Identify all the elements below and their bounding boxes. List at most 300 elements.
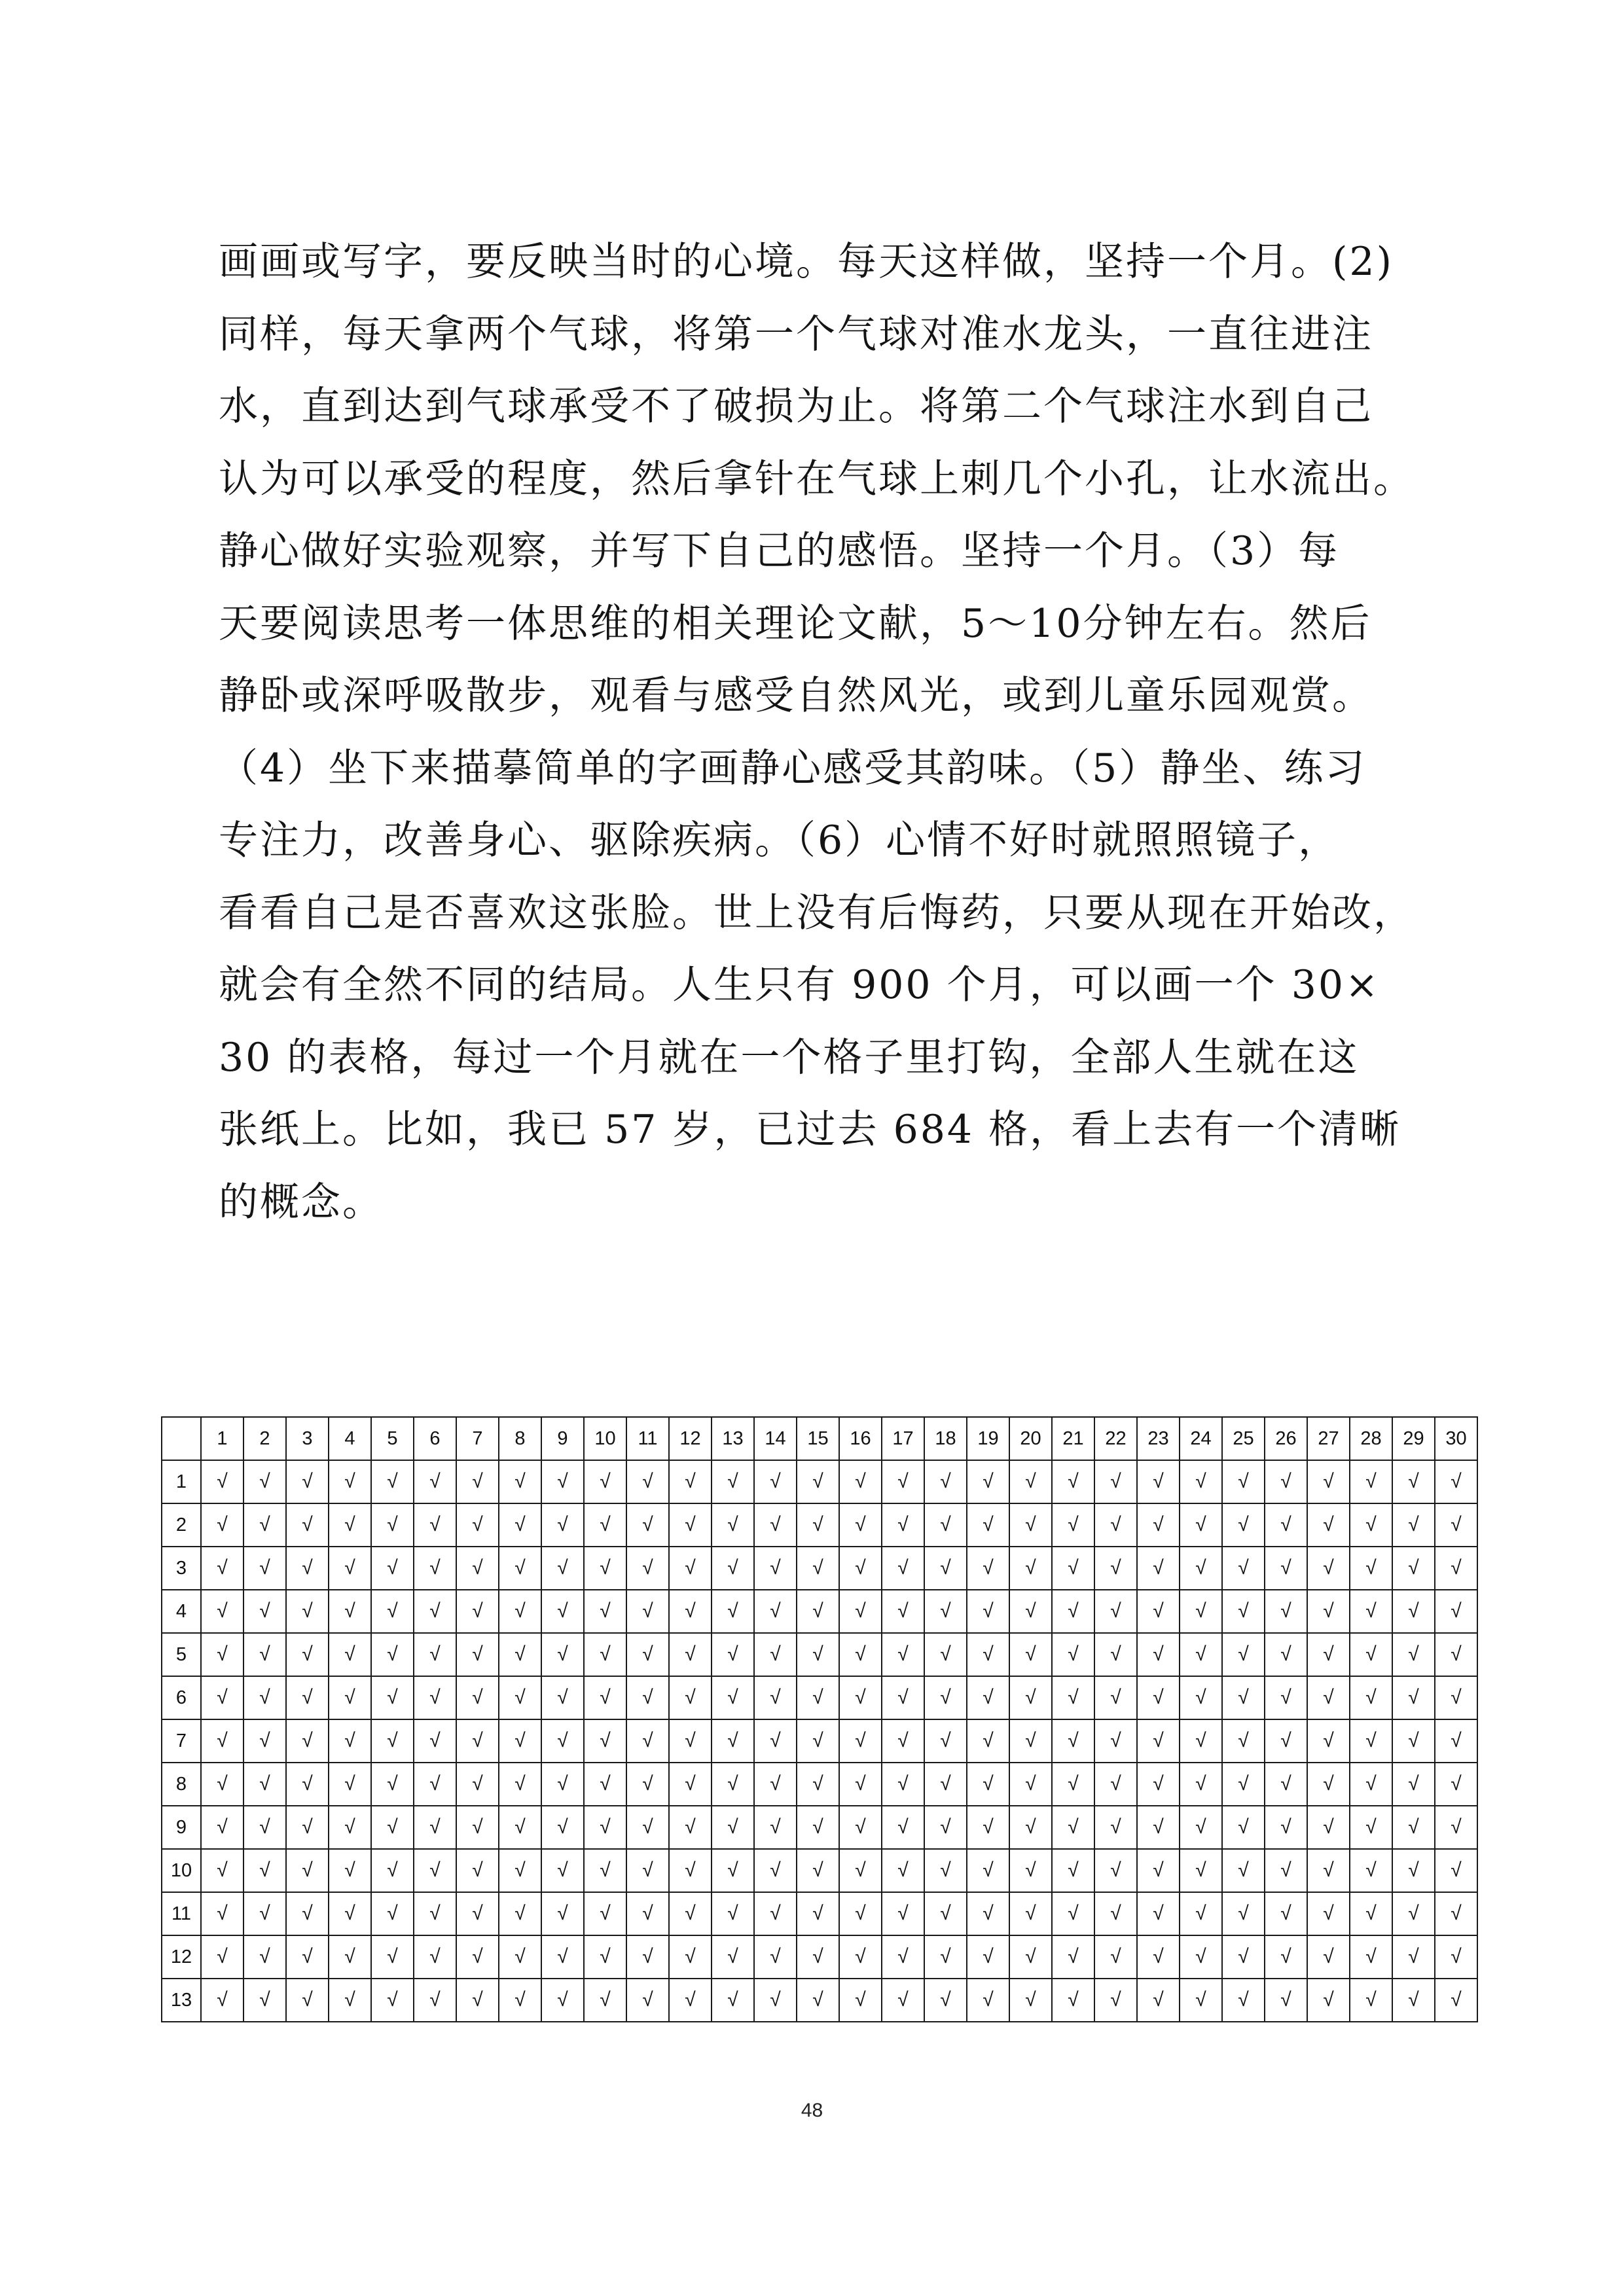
check-mark-cell: √ [414, 1460, 456, 1503]
check-mark-cell: √ [1222, 1590, 1265, 1633]
text-line: 画画或写字，要反映当时的心境。每天这样做，坚持一个月。(2) [219, 239, 1394, 285]
check-mark-cell: √ [1265, 1849, 1307, 1892]
check-mark-cell: √ [1094, 1547, 1137, 1590]
check-mark-cell: √ [967, 1849, 1009, 1892]
check-mark-cell: √ [371, 1503, 414, 1547]
check-mark-cell: √ [1392, 1547, 1435, 1590]
check-mark-cell: √ [797, 1892, 839, 1935]
check-mark-cell: √ [201, 1460, 244, 1503]
check-mark-cell: √ [1307, 1935, 1350, 1979]
check-mark-cell: √ [712, 1849, 754, 1892]
check-mark-cell: √ [712, 1503, 754, 1547]
table-row [162, 1935, 1477, 1979]
check-mark-cell: √ [584, 1892, 626, 1935]
check-mark-cell: √ [882, 1719, 924, 1763]
check-mark-cell: √ [1137, 1935, 1180, 1979]
check-mark-cell: √ [329, 1763, 371, 1806]
check-mark-cell: √ [882, 1892, 924, 1935]
check-mark-cell: √ [1350, 1935, 1392, 1979]
check-mark-cell: √ [626, 1590, 669, 1633]
check-mark-cell: √ [839, 1719, 882, 1763]
check-mark-cell: √ [839, 1633, 882, 1676]
check-mark-cell: √ [967, 1892, 1009, 1935]
check-mark-cell: √ [1222, 1979, 1265, 2022]
check-mark-cell: √ [882, 1633, 924, 1676]
check-mark-cell: √ [456, 1633, 499, 1676]
check-mark-cell: √ [754, 1806, 797, 1849]
text-line: 静心做好实验观察，并写下自己的感悟。坚持一个月。（3）每 [219, 528, 1340, 574]
check-mark-cell: √ [1307, 1633, 1350, 1676]
check-mark-cell: √ [456, 1547, 499, 1590]
check-mark-cell: √ [669, 1503, 712, 1547]
table-row [162, 1590, 1477, 1633]
row-header: 3 [162, 1547, 201, 1590]
check-mark-cell: √ [626, 1763, 669, 1806]
check-mark-cell: √ [1180, 1806, 1222, 1849]
check-mark-cell: √ [1052, 1633, 1094, 1676]
check-mark-cell: √ [669, 1763, 712, 1806]
check-mark-cell: √ [924, 1633, 967, 1676]
check-mark-cell: √ [924, 1806, 967, 1849]
check-mark-cell: √ [329, 1547, 371, 1590]
check-mark-cell: √ [1392, 1676, 1435, 1719]
check-mark-cell: √ [1435, 1460, 1477, 1503]
check-mark-cell: √ [1009, 1633, 1052, 1676]
row-header: 5 [162, 1633, 201, 1676]
check-mark-cell: √ [1180, 1892, 1222, 1935]
page-number: 48 [801, 2100, 823, 2121]
check-mark-cell: √ [244, 1935, 286, 1979]
check-mark-cell: √ [1265, 1892, 1307, 1935]
check-mark-cell: √ [924, 1503, 967, 1547]
text-line: 就会有全然不同的结局。人生只有 900 个月，可以画一个 30× [219, 962, 1380, 1008]
check-mark-cell: √ [1052, 1849, 1094, 1892]
check-mark-cell: √ [1350, 1979, 1392, 2022]
column-header: 5 [371, 1417, 414, 1460]
table-row [162, 1503, 1477, 1547]
check-mark-cell: √ [924, 1849, 967, 1892]
column-header: 21 [1052, 1417, 1094, 1460]
row-header: 13 [162, 1979, 201, 2022]
check-mark-cell: √ [286, 1547, 329, 1590]
check-mark-cell: √ [1094, 1849, 1137, 1892]
check-mark-cell: √ [1094, 1460, 1137, 1503]
check-mark-cell: √ [967, 1979, 1009, 2022]
check-mark-cell: √ [1052, 1763, 1094, 1806]
check-mark-cell: √ [1180, 1460, 1222, 1503]
check-mark-cell: √ [797, 1719, 839, 1763]
check-mark-cell: √ [1435, 1633, 1477, 1676]
check-mark-cell: √ [201, 1935, 244, 1979]
check-mark-cell: √ [286, 1849, 329, 1892]
row-header: 10 [162, 1849, 201, 1892]
row-header: 12 [162, 1935, 201, 1979]
check-mark-cell: √ [1180, 1979, 1222, 2022]
column-header: 23 [1137, 1417, 1180, 1460]
check-mark-cell: √ [329, 1503, 371, 1547]
check-mark-cell: √ [1094, 1503, 1137, 1547]
column-header: 14 [754, 1417, 797, 1460]
check-mark-cell: √ [754, 1503, 797, 1547]
table-row [162, 1849, 1477, 1892]
check-mark-cell: √ [626, 1935, 669, 1979]
column-header: 16 [839, 1417, 882, 1460]
check-mark-cell: √ [626, 1849, 669, 1892]
check-mark-cell: √ [626, 1892, 669, 1935]
check-mark-cell: √ [967, 1460, 1009, 1503]
table-row [162, 1676, 1477, 1719]
check-mark-cell: √ [1137, 1633, 1180, 1676]
check-mark-cell: √ [1137, 1849, 1180, 1892]
check-mark-cell: √ [201, 1503, 244, 1547]
check-mark-cell: √ [1435, 1763, 1477, 1806]
check-mark-cell: √ [712, 1460, 754, 1503]
check-mark-cell: √ [1222, 1892, 1265, 1935]
text-line: 看看自己是否喜欢这张脸。世上没有后悔药，只要从现在开始改， [219, 889, 1415, 936]
check-mark-cell: √ [541, 1719, 584, 1763]
check-mark-cell: √ [839, 1503, 882, 1547]
check-mark-cell: √ [1435, 1719, 1477, 1763]
check-mark-cell: √ [797, 1633, 839, 1676]
column-header: 2 [244, 1417, 286, 1460]
check-mark-cell: √ [201, 1676, 244, 1719]
check-mark-cell: √ [1435, 1676, 1477, 1719]
check-mark-cell: √ [1350, 1633, 1392, 1676]
check-mark-cell: √ [1052, 1935, 1094, 1979]
check-mark-cell: √ [1222, 1849, 1265, 1892]
check-mark-cell: √ [584, 1979, 626, 2022]
check-mark-cell: √ [456, 1719, 499, 1763]
check-mark-cell: √ [1350, 1460, 1392, 1503]
check-mark-cell: √ [244, 1633, 286, 1676]
check-mark-cell: √ [371, 1676, 414, 1719]
check-mark-cell: √ [456, 1676, 499, 1719]
check-mark-cell: √ [1222, 1676, 1265, 1719]
check-mark-cell: √ [1052, 1719, 1094, 1763]
check-mark-cell: √ [201, 1633, 244, 1676]
check-mark-cell: √ [1180, 1590, 1222, 1633]
check-mark-cell: √ [882, 1547, 924, 1590]
check-mark-cell: √ [286, 1763, 329, 1806]
check-mark-cell: √ [967, 1503, 1009, 1547]
check-mark-cell: √ [797, 1849, 839, 1892]
check-mark-cell: √ [882, 1676, 924, 1719]
check-mark-cell: √ [1052, 1460, 1094, 1503]
table-row [162, 1979, 1477, 2022]
column-header: 1 [201, 1417, 244, 1460]
check-mark-cell: √ [1137, 1806, 1180, 1849]
column-header: 24 [1180, 1417, 1222, 1460]
check-mark-cell: √ [584, 1806, 626, 1849]
check-mark-cell: √ [584, 1719, 626, 1763]
text-line: 静卧或深呼吸散步，观看与感受自然风光，或到儿童乐园观赏。 [219, 673, 1373, 719]
check-mark-cell: √ [1222, 1460, 1265, 1503]
check-mark-cell: √ [499, 1763, 541, 1806]
check-mark-cell: √ [669, 1935, 712, 1979]
check-mark-cell: √ [371, 1633, 414, 1676]
check-mark-cell: √ [1265, 1633, 1307, 1676]
check-mark-cell: √ [371, 1935, 414, 1979]
check-mark-cell: √ [499, 1979, 541, 2022]
check-mark-cell: √ [244, 1676, 286, 1719]
check-mark-cell: √ [499, 1460, 541, 1503]
check-mark-cell: √ [329, 1979, 371, 2022]
text-line: 30 的表格，每过一个月就在一个格子里打钩，全部人生就在这 [219, 1034, 1360, 1081]
check-mark-cell: √ [1307, 1460, 1350, 1503]
check-mark-cell: √ [1052, 1503, 1094, 1547]
column-header: 19 [967, 1417, 1009, 1460]
table-row [162, 1763, 1477, 1806]
check-mark-cell: √ [286, 1676, 329, 1719]
check-mark-cell: √ [712, 1547, 754, 1590]
check-mark-cell: √ [1009, 1892, 1052, 1935]
check-mark-cell: √ [669, 1806, 712, 1849]
check-mark-cell: √ [797, 1460, 839, 1503]
check-mark-cell: √ [712, 1763, 754, 1806]
check-mark-cell: √ [1052, 1676, 1094, 1719]
check-mark-cell: √ [712, 1719, 754, 1763]
check-mark-cell: √ [797, 1503, 839, 1547]
check-mark-cell: √ [1094, 1763, 1137, 1806]
check-mark-cell: √ [541, 1806, 584, 1849]
check-mark-cell: √ [1009, 1460, 1052, 1503]
check-mark-cell: √ [329, 1633, 371, 1676]
check-mark-cell: √ [1265, 1590, 1307, 1633]
check-mark-cell: √ [1052, 1979, 1094, 2022]
check-mark-cell: √ [712, 1935, 754, 1979]
check-mark-cell: √ [371, 1547, 414, 1590]
check-mark-cell: √ [371, 1849, 414, 1892]
check-mark-cell: √ [499, 1503, 541, 1547]
check-mark-cell: √ [1009, 1806, 1052, 1849]
check-mark-cell: √ [712, 1590, 754, 1633]
check-mark-cell: √ [1392, 1806, 1435, 1849]
check-mark-cell: √ [1009, 1547, 1052, 1590]
check-mark-cell: √ [924, 1979, 967, 2022]
check-mark-cell: √ [1392, 1979, 1435, 2022]
check-mark-cell: √ [924, 1460, 967, 1503]
check-mark-cell: √ [712, 1979, 754, 2022]
check-mark-cell: √ [1222, 1806, 1265, 1849]
row-header: 2 [162, 1503, 201, 1547]
month-grid [161, 1416, 1478, 2022]
check-mark-cell: √ [541, 1935, 584, 1979]
check-mark-cell: √ [456, 1806, 499, 1849]
check-mark-cell: √ [1265, 1979, 1307, 2022]
check-mark-cell: √ [1350, 1503, 1392, 1547]
check-mark-cell: √ [1052, 1590, 1094, 1633]
check-mark-cell: √ [499, 1806, 541, 1849]
check-mark-cell: √ [201, 1547, 244, 1590]
check-mark-cell: √ [584, 1849, 626, 1892]
check-mark-cell: √ [1222, 1547, 1265, 1590]
check-mark-cell: √ [1094, 1806, 1137, 1849]
check-mark-cell: √ [414, 1935, 456, 1979]
check-mark-cell: √ [967, 1935, 1009, 1979]
column-header: 3 [286, 1417, 329, 1460]
check-mark-cell: √ [1435, 1979, 1477, 2022]
check-mark-cell: √ [1307, 1503, 1350, 1547]
check-mark-cell: √ [924, 1935, 967, 1979]
check-mark-cell: √ [371, 1590, 414, 1633]
check-mark-cell: √ [414, 1633, 456, 1676]
check-mark-cell: √ [584, 1503, 626, 1547]
check-mark-cell: √ [244, 1849, 286, 1892]
check-mark-cell: √ [541, 1503, 584, 1547]
column-header: 10 [584, 1417, 626, 1460]
check-mark-cell: √ [797, 1676, 839, 1719]
check-mark-cell: √ [541, 1547, 584, 1590]
check-mark-cell: √ [1180, 1676, 1222, 1719]
check-mark-cell: √ [286, 1979, 329, 2022]
check-mark-cell: √ [1265, 1719, 1307, 1763]
text-line: 张纸上。比如，我已 57 岁，已过去 684 格，看上去有一个清晰 [219, 1107, 1401, 1153]
column-header: 9 [541, 1417, 584, 1460]
check-mark-cell: √ [1350, 1590, 1392, 1633]
check-mark-cell: √ [499, 1633, 541, 1676]
check-mark-cell: √ [754, 1763, 797, 1806]
check-mark-cell: √ [1009, 1503, 1052, 1547]
check-mark-cell: √ [839, 1892, 882, 1935]
check-mark-cell: √ [1265, 1935, 1307, 1979]
check-mark-cell: √ [329, 1719, 371, 1763]
check-mark-cell: √ [499, 1935, 541, 1979]
check-mark-cell: √ [712, 1892, 754, 1935]
check-mark-cell: √ [201, 1719, 244, 1763]
column-header: 18 [924, 1417, 967, 1460]
check-mark-cell: √ [1137, 1979, 1180, 2022]
check-mark-cell: √ [1180, 1503, 1222, 1547]
text-line: 专注力，改善身心、驱除疾病。（6）心情不好时就照照镜子， [219, 817, 1340, 863]
check-mark-cell: √ [924, 1547, 967, 1590]
check-mark-cell: √ [1307, 1590, 1350, 1633]
check-mark-cell: √ [967, 1590, 1009, 1633]
check-mark-cell: √ [456, 1590, 499, 1633]
check-mark-cell: √ [797, 1763, 839, 1806]
check-mark-cell: √ [1435, 1590, 1477, 1633]
check-mark-cell: √ [541, 1849, 584, 1892]
check-mark-cell: √ [499, 1892, 541, 1935]
check-mark-cell: √ [1094, 1633, 1137, 1676]
column-header: 4 [329, 1417, 371, 1460]
table-corner-cell [162, 1417, 201, 1460]
check-mark-cell: √ [1137, 1676, 1180, 1719]
check-mark-cell: √ [541, 1979, 584, 2022]
check-mark-cell: √ [201, 1763, 244, 1806]
text-line: 水，直到达到气球承受不了破损为止。将第二个气球注水到自己 [219, 384, 1373, 429]
column-header: 17 [882, 1417, 924, 1460]
check-mark-cell: √ [839, 1763, 882, 1806]
check-mark-cell: √ [1180, 1547, 1222, 1590]
check-mark-cell: √ [797, 1806, 839, 1849]
check-mark-cell: √ [754, 1892, 797, 1935]
column-header: 8 [499, 1417, 541, 1460]
check-mark-cell: √ [669, 1590, 712, 1633]
check-mark-cell: √ [754, 1460, 797, 1503]
check-mark-cell: √ [882, 1935, 924, 1979]
body-paragraph [219, 226, 1436, 1238]
check-mark-cell: √ [669, 1633, 712, 1676]
check-mark-cell: √ [839, 1935, 882, 1979]
check-mark-cell: √ [1009, 1935, 1052, 1979]
check-mark-cell: √ [1052, 1547, 1094, 1590]
check-mark-cell: √ [499, 1849, 541, 1892]
check-mark-cell: √ [1009, 1849, 1052, 1892]
check-mark-cell: √ [1265, 1547, 1307, 1590]
table-row [162, 1892, 1477, 1935]
check-mark-cell: √ [967, 1633, 1009, 1676]
check-mark-cell: √ [1392, 1892, 1435, 1935]
check-mark-cell: √ [499, 1719, 541, 1763]
check-mark-cell: √ [967, 1763, 1009, 1806]
check-mark-cell: √ [244, 1979, 286, 2022]
check-mark-cell: √ [1435, 1806, 1477, 1849]
check-mark-cell: √ [1009, 1676, 1052, 1719]
column-header: 15 [797, 1417, 839, 1460]
check-mark-cell: √ [456, 1849, 499, 1892]
check-mark-cell: √ [626, 1633, 669, 1676]
check-mark-cell: √ [797, 1935, 839, 1979]
column-header: 11 [626, 1417, 669, 1460]
check-mark-cell: √ [839, 1806, 882, 1849]
check-mark-cell: √ [626, 1503, 669, 1547]
check-mark-cell: √ [1307, 1676, 1350, 1719]
check-mark-cell: √ [1052, 1892, 1094, 1935]
row-header: 11 [162, 1892, 201, 1935]
check-mark-cell: √ [1222, 1719, 1265, 1763]
check-mark-cell: √ [541, 1676, 584, 1719]
check-mark-cell: √ [1350, 1547, 1392, 1590]
check-mark-cell: √ [371, 1892, 414, 1935]
column-header: 27 [1307, 1417, 1350, 1460]
check-mark-cell: √ [797, 1547, 839, 1590]
check-mark-cell: √ [1307, 1763, 1350, 1806]
column-header: 22 [1094, 1417, 1137, 1460]
check-mark-cell: √ [669, 1979, 712, 2022]
check-mark-cell: √ [414, 1590, 456, 1633]
check-mark-cell: √ [371, 1763, 414, 1806]
check-mark-cell: √ [1307, 1547, 1350, 1590]
check-mark-cell: √ [244, 1763, 286, 1806]
check-mark-cell: √ [1137, 1719, 1180, 1763]
check-mark-cell: √ [839, 1979, 882, 2022]
check-mark-cell: √ [244, 1590, 286, 1633]
check-mark-cell: √ [286, 1460, 329, 1503]
check-mark-cell: √ [882, 1849, 924, 1892]
check-mark-cell: √ [414, 1763, 456, 1806]
check-mark-cell: √ [626, 1547, 669, 1590]
check-mark-cell: √ [584, 1633, 626, 1676]
check-mark-cell: √ [967, 1806, 1009, 1849]
check-mark-cell: √ [924, 1719, 967, 1763]
check-mark-cell: √ [1265, 1806, 1307, 1849]
column-header: 7 [456, 1417, 499, 1460]
check-mark-cell: √ [1137, 1547, 1180, 1590]
check-mark-cell: √ [329, 1460, 371, 1503]
check-mark-cell: √ [882, 1763, 924, 1806]
check-mark-cell: √ [286, 1935, 329, 1979]
check-mark-cell: √ [626, 1806, 669, 1849]
check-mark-cell: √ [456, 1503, 499, 1547]
column-header: 30 [1435, 1417, 1477, 1460]
check-mark-cell: √ [1435, 1935, 1477, 1979]
check-mark-cell: √ [1094, 1979, 1137, 2022]
check-mark-cell: √ [1137, 1503, 1180, 1547]
check-mark-cell: √ [371, 1719, 414, 1763]
row-header: 8 [162, 1763, 201, 1806]
check-mark-cell: √ [244, 1892, 286, 1935]
check-mark-cell: √ [244, 1460, 286, 1503]
